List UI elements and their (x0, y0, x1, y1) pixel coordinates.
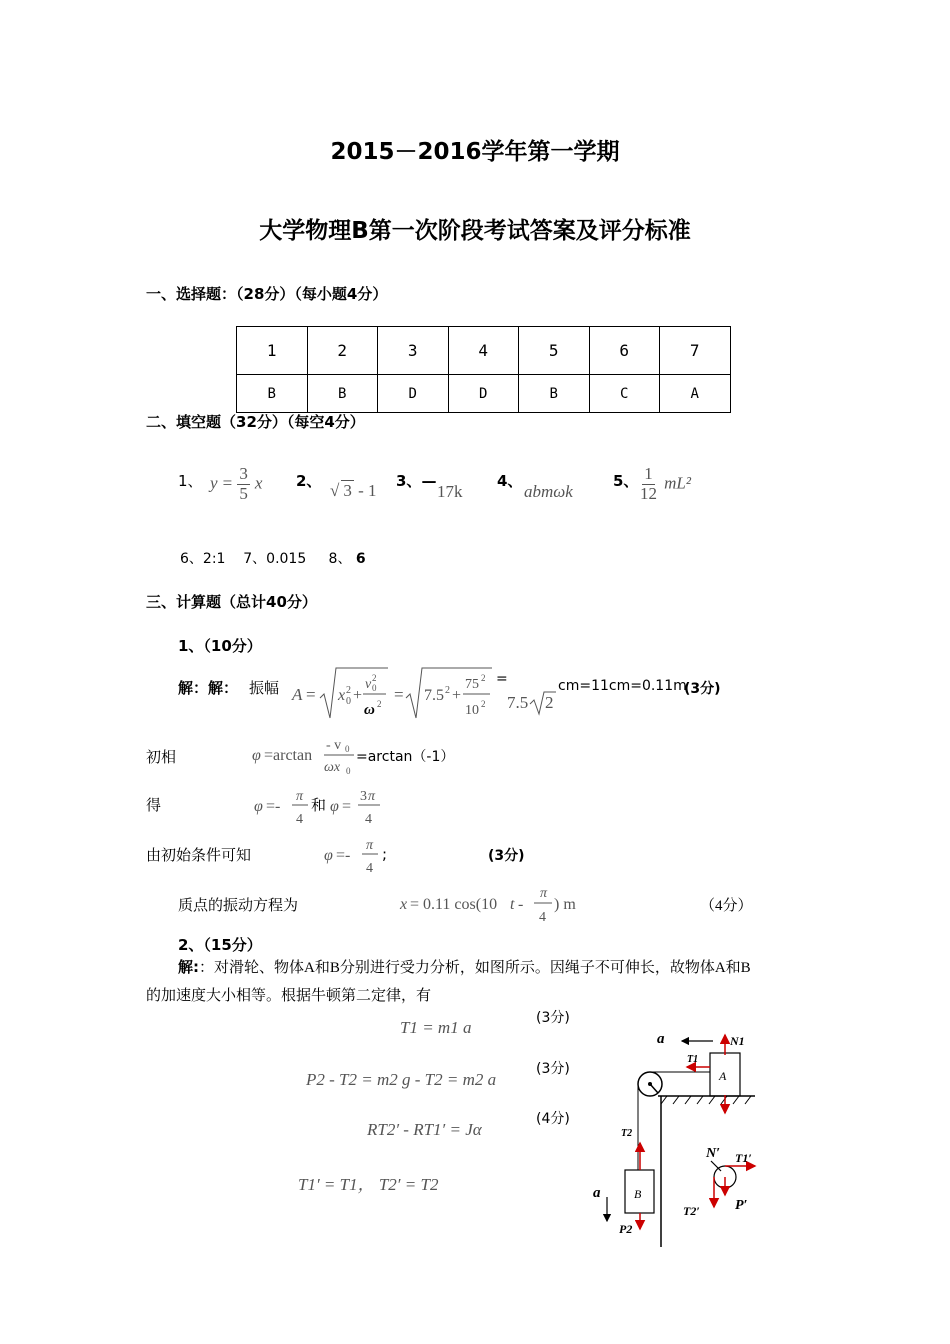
table-cell: 3 (378, 327, 449, 375)
q1-get-and: 和 (311, 798, 327, 814)
svg-text:φ: φ (252, 747, 261, 764)
denominator: 12 (640, 483, 657, 503)
q1-amplitude-label: 振幅 (249, 681, 280, 697)
block-b-label: B (634, 1187, 642, 1201)
q2-solution-line2: 的加速度大小相等。根据牛顿第二定律，有 (146, 988, 432, 1004)
svg-text:π: π (366, 838, 374, 853)
label-a-top: a (657, 1031, 665, 1047)
q1-solution-prefix: 解：解： (178, 679, 239, 697)
fraction (638, 465, 659, 503)
force-diagram (585, 1015, 770, 1255)
table-cell: A (660, 375, 731, 413)
svg-text:+: + (353, 687, 363, 704)
table-cell: D (448, 375, 519, 413)
q2-equation-3: RT2′ - RT1′ = Jα (367, 1120, 482, 1139)
q2-solution-line1 (178, 956, 751, 977)
table-cell: 7 (660, 327, 731, 375)
svg-text:75: 75 (465, 677, 479, 692)
fill-item-7: 7、0.015 (243, 551, 307, 567)
q2-equation-1-score: (3分) (536, 1010, 570, 1026)
svg-text:=-: =- (336, 847, 351, 864)
table-cell: B (519, 375, 590, 413)
table-cell: 4 (448, 327, 519, 375)
numerator: 1 (644, 464, 653, 483)
q1-amplitude-equals: = (496, 671, 508, 687)
svg-text:π: π (368, 789, 376, 804)
fill-item-4-answer: abmωk (524, 482, 573, 501)
q2-equation-1: T1 = m1 a (400, 1018, 472, 1037)
svg-text:=: = (306, 685, 316, 704)
svg-text:2: 2 (481, 673, 486, 683)
q1-motion-equation (398, 881, 578, 927)
fraction (237, 465, 250, 503)
q1-get-equation1 (252, 785, 312, 831)
table-cell: 6 (589, 327, 660, 375)
svg-text:2: 2 (377, 699, 382, 709)
q1-phase-equation (250, 733, 358, 779)
table-cell: 1 (237, 327, 308, 375)
svg-text:3: 3 (360, 789, 367, 804)
q1-initial-equation (322, 833, 384, 879)
svg-text:x: x (338, 687, 346, 704)
sqrt-content: 3 (343, 481, 352, 500)
answer-table-number-row (237, 327, 731, 375)
svg-text:0: 0 (372, 683, 377, 693)
svg-text:=: = (342, 798, 352, 815)
svg-text:4: 4 (365, 812, 372, 827)
q2-equation-4: T1′ = T1， T2′ = T2 (298, 1175, 439, 1194)
section2-heading: 二、填空题（32分）（每空4分） (146, 413, 365, 431)
section3-heading: 三、计算题（总计40分） (146, 593, 317, 611)
svg-text:ωx: ωx (324, 760, 341, 775)
table-cell: D (378, 375, 449, 413)
table-cell: 5 (519, 327, 590, 375)
fill-item-5-answer (638, 465, 691, 503)
q1-phase-result: =arctan（-1） (356, 749, 455, 765)
q1-label: 1、（10分） (178, 637, 262, 655)
answer-table-answer-row (237, 375, 731, 413)
label-a-left: a (593, 1185, 601, 1201)
q1-initial-label: 由初始条件可知 (146, 848, 252, 864)
q2-label: 2、（15分） (178, 936, 262, 954)
q2-equation-2: P2 - T2 = m2 g - T2 = m2 a (306, 1070, 497, 1089)
table-hatching (661, 1096, 751, 1104)
svg-text:φ: φ (324, 847, 333, 864)
pulley-bracket (650, 1084, 658, 1093)
fill-items-line2 (180, 548, 366, 568)
dash: — (421, 472, 437, 490)
q1-phase-label: 初相 (146, 750, 177, 766)
q1-initial-score: (3分) (488, 848, 525, 864)
table-cell: C (589, 375, 660, 413)
label-n-prime: N′ (706, 1146, 721, 1161)
q1-motion-score: （4分） (700, 898, 753, 914)
label-p-prime: P′ (735, 1198, 748, 1213)
answer-table (236, 326, 731, 413)
eq-part: y (210, 473, 218, 493)
free-body-n-line (711, 1161, 721, 1171)
svg-text:0: 0 (346, 696, 351, 707)
label-n1: N1 (730, 1034, 745, 1048)
label-t1-prime: T1′ (735, 1151, 752, 1165)
q1-amplitude-result: cm=11cm=0.11m (558, 678, 687, 694)
label-p2: P2 (619, 1222, 633, 1236)
eq-part: - 1 (358, 481, 377, 500)
svg-text:t: t (510, 896, 515, 913)
q1-motion-label: 质点的振动方程为 (178, 898, 299, 914)
svg-text:4: 4 (296, 812, 303, 827)
fill-item-8-label: 8、 (328, 551, 352, 567)
svg-text:ω: ω (364, 702, 375, 718)
fill-item-1-label: 1、 (178, 472, 203, 490)
denominator: 5 (239, 483, 248, 503)
svg-text:A: A (292, 685, 303, 704)
svg-text:7.5: 7.5 (507, 693, 529, 712)
svg-text:7.5: 7.5 (424, 687, 444, 704)
fill-item-2-label: 2、 (296, 472, 322, 490)
svg-text:2: 2 (346, 685, 351, 696)
svg-text:φ: φ (254, 798, 263, 815)
svg-text:=: = (394, 685, 404, 704)
svg-text:x: x (400, 896, 408, 913)
svg-text:0: 0 (345, 744, 350, 754)
svg-text:- v: - v (326, 738, 342, 753)
fill-item-2-answer: √ 3 - 1 (330, 481, 377, 500)
svg-text:v: v (365, 677, 372, 692)
q1-amplitude-equation (290, 664, 558, 722)
table-cell: B (307, 375, 378, 413)
svg-text:=arctan: =arctan (264, 747, 313, 764)
block-a-label: A (719, 1069, 727, 1083)
svg-text:2: 2 (545, 693, 554, 712)
numerator: 3 (239, 464, 248, 483)
q1-get-label: 得 (146, 798, 162, 814)
label-t2: T2 (621, 1128, 633, 1139)
svg-text:0: 0 (346, 766, 351, 776)
svg-text:-: - (518, 896, 524, 913)
svg-text:π: π (296, 789, 304, 804)
fill-item-5-label: 5、 (613, 472, 639, 490)
table-cell: 2 (307, 327, 378, 375)
svg-text:+: + (452, 687, 462, 704)
fill-item-4-label: 4、 (497, 472, 523, 490)
fill-item-1-answer (210, 465, 262, 503)
fill-item-8-value: 6 (355, 551, 366, 567)
svg-text:10: 10 (465, 703, 479, 718)
q2-equation-3-score: (4分) (536, 1111, 570, 1127)
label-t2-prime: T2′ (683, 1204, 700, 1218)
q1-initial-semicolon: ; (382, 845, 388, 863)
doc-title-line1: 2015－2016学年第一学期 (330, 139, 620, 165)
label-t1: T1 (687, 1054, 699, 1065)
q1-amplitude-score: (3分) (684, 681, 721, 697)
q2-equation-2-score: (3分) (536, 1061, 570, 1077)
svg-text:φ: φ (330, 798, 339, 815)
q1-get-equation2 (328, 785, 384, 831)
label-text: 3、 (396, 472, 422, 490)
svg-text:4: 4 (539, 910, 546, 925)
svg-text:4: 4 (366, 861, 373, 876)
q2-solution-text: ：对滑轮、物体A和B分别进行受力分析，如图所示。因绳子不可伸长，故物体A和B (199, 960, 751, 976)
doc-title-line2: 大学物理B第一次阶段考试答案及评分标准 (259, 218, 691, 244)
table-cell: B (237, 375, 308, 413)
svg-text:2: 2 (481, 699, 486, 709)
q2-solution-bold: 解: (178, 958, 199, 976)
fill-item-3-label (396, 470, 436, 491)
svg-text:) m: ) m (554, 896, 576, 913)
svg-text:2: 2 (445, 685, 450, 696)
fill-item-6: 6、2:1 (180, 551, 226, 567)
section1-heading: 一、选择题：（28分）（每小题4分） (146, 285, 388, 303)
eq-part: x (254, 473, 263, 493)
svg-text:2: 2 (372, 673, 377, 683)
fill-item-3-answer: 17k (437, 482, 463, 501)
svg-text:π: π (540, 886, 548, 901)
eq-part: = (222, 473, 233, 493)
svg-text:= 0.11 cos(10: = 0.11 cos(10 (410, 896, 498, 913)
eq-part: mL² (664, 473, 691, 493)
svg-text:=-: =- (266, 798, 281, 815)
